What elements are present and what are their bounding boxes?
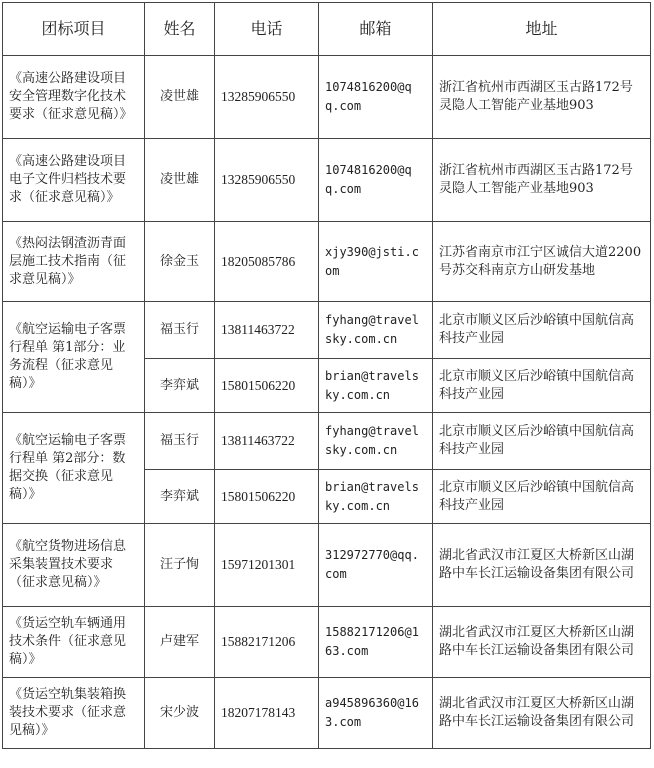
name-cell: 福玉行 (145, 302, 215, 359)
email-cell: 15882171206@163.com (319, 607, 433, 678)
project-cell: 《热闷法钢渣沥青面层施工技术指南（征求意见稿）》 (3, 222, 145, 302)
email-cell: 312972770@qq.com (319, 524, 433, 607)
name-cell: 卢建军 (145, 607, 215, 678)
address-cell: 湖北省武汉市江夏区大桥新区山湖路中车长江运输设备集团有限公司 (433, 678, 651, 749)
contact-table (2, 2, 651, 749)
address-cell: 湖北省武汉市江夏区大桥新区山湖路中车长江运输设备集团有限公司 (433, 607, 651, 678)
email-cell: brian@travelsky.com.cn (319, 470, 433, 524)
table-row (3, 56, 651, 139)
table-row (3, 607, 651, 678)
phone-cell: 15971201301 (215, 524, 319, 607)
phone-cell: 18205085786 (215, 222, 319, 302)
phone-cell: 18207178143 (215, 678, 319, 749)
email-cell: xjy390@jsti.com (319, 222, 433, 302)
header-address: 地址 (433, 3, 651, 56)
name-cell: 凌世雄 (145, 139, 215, 222)
header-project: 团标项目 (3, 3, 145, 56)
phone-cell: 13285906550 (215, 56, 319, 139)
table-row (3, 222, 651, 302)
table-row (3, 413, 651, 470)
project-cell: 《航空运输电子客票行程单 第1部分：业务流程（征求意见稿）》 (3, 302, 145, 413)
email-cell: fyhang@travelsky.com.cn (319, 413, 433, 470)
name-cell: 李弈斌 (145, 470, 215, 524)
email-cell: 1074816200@qq.com (319, 56, 433, 139)
address-cell: 北京市顺义区后沙峪镇中国航信高科技产业园 (433, 359, 651, 413)
address-cell: 江苏省南京市江宁区诚信大道2200号苏交科南京方山研发基地 (433, 222, 651, 302)
table-row (3, 139, 651, 222)
address-cell: 湖北省武汉市江夏区大桥新区山湖路中车长江运输设备集团有限公司 (433, 524, 651, 607)
header-email: 邮箱 (319, 3, 433, 56)
phone-cell: 13811463722 (215, 302, 319, 359)
name-cell: 福玉行 (145, 413, 215, 470)
address-cell: 北京市顺义区后沙峪镇中国航信高科技产业园 (433, 470, 651, 524)
address-cell: 浙江省杭州市西湖区玉古路172号灵隐人工智能产业基地903 (433, 56, 651, 139)
address-cell: 浙江省杭州市西湖区玉古路172号灵隐人工智能产业基地903 (433, 139, 651, 222)
header-phone: 电话 (215, 3, 319, 56)
name-cell: 徐金玉 (145, 222, 215, 302)
header-row (3, 3, 651, 56)
email-cell: brian@travelsky.com.cn (319, 359, 433, 413)
email-cell: a945896360@163.com (319, 678, 433, 749)
phone-cell: 15801506220 (215, 359, 319, 413)
phone-cell: 15882171206 (215, 607, 319, 678)
phone-cell: 13285906550 (215, 139, 319, 222)
address-cell: 北京市顺义区后沙峪镇中国航信高科技产业园 (433, 302, 651, 359)
phone-cell: 13811463722 (215, 413, 319, 470)
email-cell: fyhang@travelsky.com.cn (319, 302, 433, 359)
project-cell: 《高速公路建设项目安全管理数字化技术要求（征求意见稿）》 (3, 56, 145, 139)
phone-cell: 15801506220 (215, 470, 319, 524)
name-cell: 凌世雄 (145, 56, 215, 139)
project-cell: 《货运空轨集装箱换装技术要求（征求意见稿）》 (3, 678, 145, 749)
project-cell: 《航空货物进场信息采集装置技术要求（征求意见稿）》 (3, 524, 145, 607)
project-cell: 《高速公路建设项目电子文件归档技术要求（征求意见稿）》 (3, 139, 145, 222)
name-cell: 李弈斌 (145, 359, 215, 413)
header-name: 姓名 (145, 3, 215, 56)
email-cell: 1074816200@qq.com (319, 139, 433, 222)
name-cell: 汪子恂 (145, 524, 215, 607)
project-cell: 《航空运输电子客票行程单 第2部分：数据交换（征求意见稿）》 (3, 413, 145, 524)
address-cell: 北京市顺义区后沙峪镇中国航信高科技产业园 (433, 413, 651, 470)
name-cell: 宋少波 (145, 678, 215, 749)
table-row (3, 524, 651, 607)
table-row (3, 678, 651, 749)
project-cell: 《货运空轨车辆通用技术条件（征求意见稿）》 (3, 607, 145, 678)
table-row (3, 302, 651, 359)
